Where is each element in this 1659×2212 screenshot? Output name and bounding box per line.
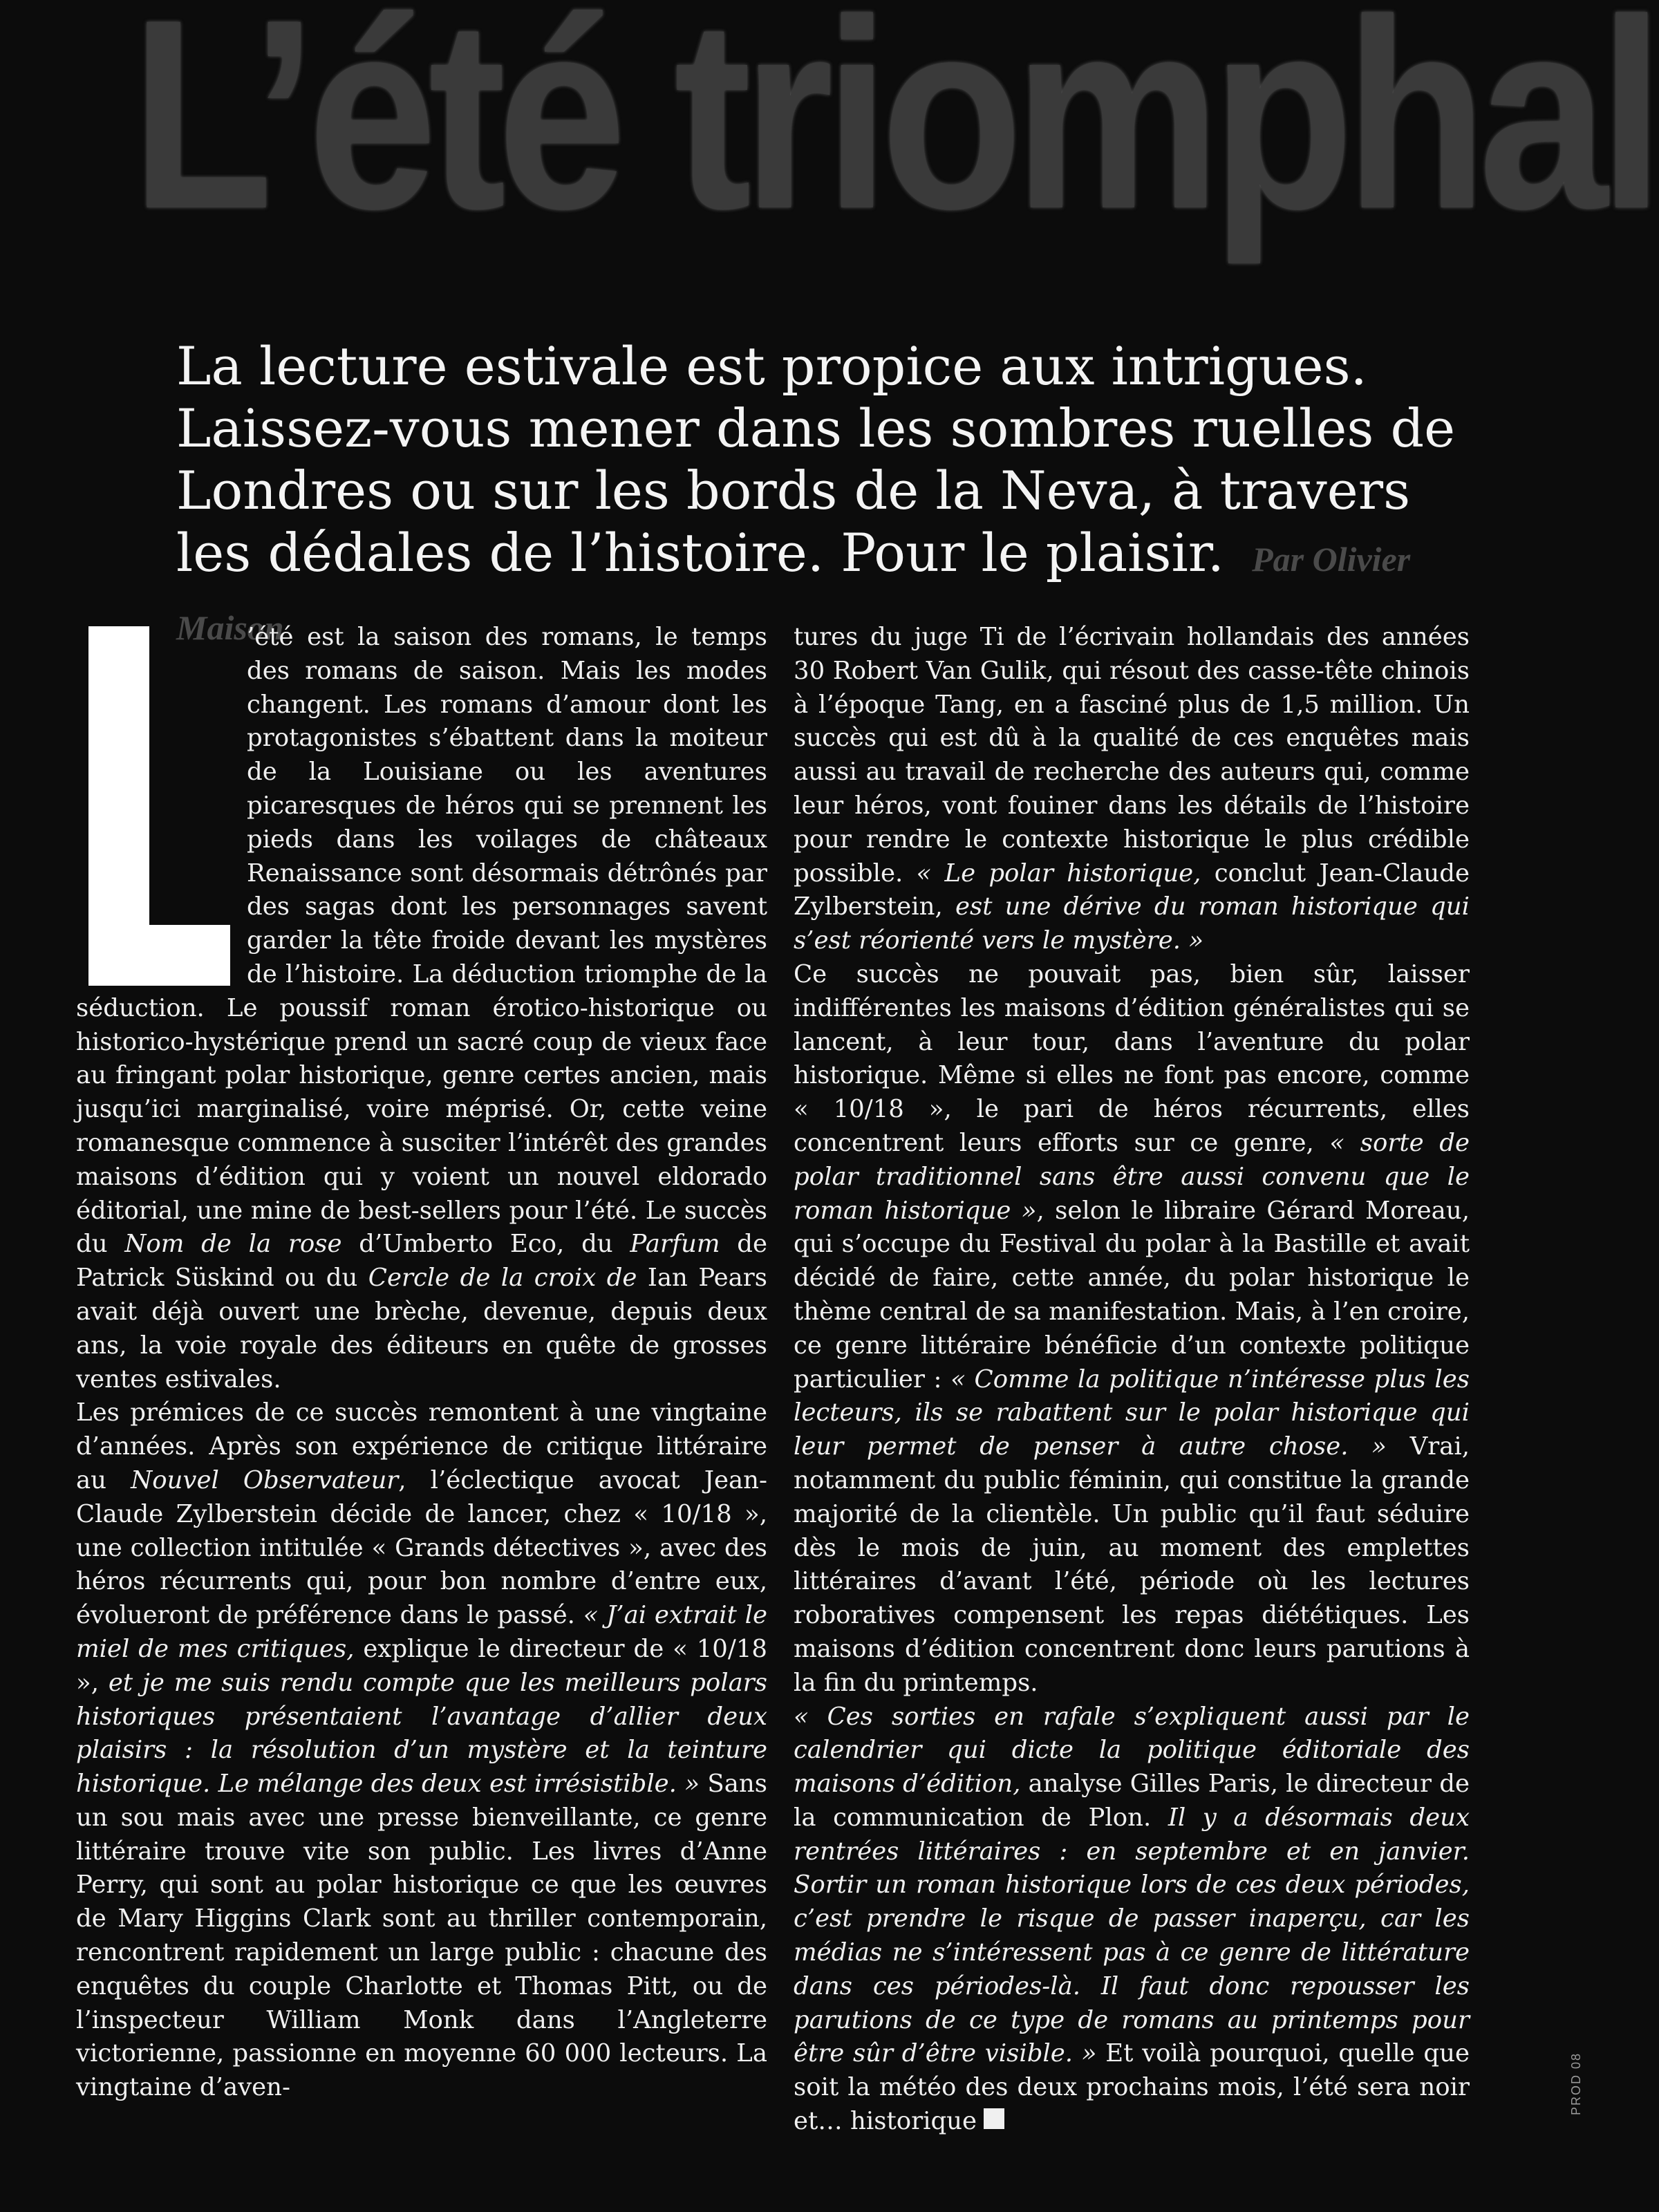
text-run: Ian Pears avait déjà ouvert une brèche, devenue, depuis deux ans, la voie royale des éditeurs en quête de grosses ventes estivales.	[76, 1264, 767, 1394]
standfirst	[176, 335, 1462, 659]
right-column	[794, 621, 1470, 2139]
text-run: conclut Jean-Claude Zylberstein,	[794, 859, 1470, 921]
italic-run: « Comme la politique n’intéresse plus les lecteurs, ils se rabattent sur le polar historique qui leur permet de penser à autre chose. »	[794, 1365, 1470, 1461]
headline: L’été triomphal	[131, 0, 1656, 265]
italic-run: « Le polar historique,	[916, 859, 1201, 888]
drop-cap	[88, 626, 230, 986]
italic-run: Parfum	[630, 1230, 720, 1259]
italic-run: « sorte de polar traditionnel sans être aussi convenu que le roman historique »	[794, 1128, 1470, 1225]
text-run: analyse Gilles Paris, le directeur de la communication de Plon.	[794, 1770, 1470, 1832]
text-run: Les prémices de ce succès remontent à une vingtaine d’années. Après son expérience de critique littéraire au	[76, 1398, 767, 1494]
end-mark-icon	[984, 2108, 1004, 2129]
paragraph	[794, 1700, 1470, 2139]
text-run: de Patrick Süskind ou du	[76, 1230, 767, 1293]
right-column-text	[794, 621, 1470, 2139]
text-run: Vrai, notamment du public féminin, qui constitue la grande majorité de la clientèle. Un public qu’il faut séduire dès le mois de juin, au moment des emplettes littéraires d’avant l’été, période où les lectures roboratives compensent les repas diététiques. Les maisons d’édition concentrent donc leurs parutions à la fin du printemps.	[794, 1432, 1470, 1697]
text-run: ’été est la saison des romans, le temps des romans de saison. Mais les modes changent. Les romans d’amour dont les protagonistes s’ébattent dans la moiteur de la Louisiane ou les aventures picaresques de héros qui se prennent les pieds dans les voilages de châteaux Renaissance sont désormais détrônés par des sagas dont les personnages savent garder la tête froide devant les mystères de l’histoire. La déduction triomphe de la séduction. Le poussif roman érotico-historique ou historico-hystérique prend un sacré coup de vieux face au fringant polar historique, genre certes ancien, mais jusqu’ici marginalisé, voire méprisé. Or, cette veine romanesque commence à susciter l’intérêt des grandes maisons d’édition qui y voient un nouvel eldorado éditorial, une mine de best-sellers pour l’été. Le succès du	[76, 623, 767, 1259]
italic-run: « Ces sorties en rafale s’expliquent aussi par le calendrier qui dicte la politique éditoriale des maisons d’édition,	[794, 1702, 1470, 1799]
text-run: Sans un sou mais avec une presse bienveillante, ce genre littéraire trouve vite son public. Les livres d’Anne Perry, qui sont au polar historique ce que les œuvres de Mary Higgins Clark sont au thriller contemporain, rencontrent rapidement un large public : chacune des enquêtes du couple Charlotte et Thomas Pitt, ou de l’inspecteur William Monk dans l’Angleterre victorienne, passionne en moyenne 60 000 lecteurs. La vingtaine d’aven-	[76, 1770, 767, 2102]
paragraph	[76, 1396, 767, 2105]
text-run: tures du juge Ti de l’écrivain hollandais des années 30 Robert Van Gulik, qui résout des casse-tête chinois à l’époque Tang, en a fasciné plus de 1,5 million. Un succès qui est dû à la qualité de ces enquêtes mais aussi au travail de recherche des auteurs qui, comme leur héros, vont fouiner dans les détails de l’histoire pour rendre le contexte historique le plus crédible possible.	[794, 623, 1470, 888]
italic-run: Il y a désormais deux rentrées littéraires : en septembre et en janvier. Sortir un roman historique lors de ces deux périodes, c’est prendre le risque de passer inaperçu, car les médias ne s’intéressent pas à ce genre de littérature dans ces périodes-là. Il faut donc repousser les parutions de ce type de romans au printemps pour être sûr d’être visible. »	[794, 1803, 1470, 2068]
margin-note: PROD 08	[1569, 2052, 1583, 2115]
byline: Par Olivier Maison	[176, 540, 1411, 647]
paragraph	[794, 621, 1470, 958]
italic-run: « J’ai extrait le miel de mes critiques,	[76, 1601, 767, 1663]
italic-run: Cercle de la croix de	[368, 1264, 637, 1293]
text-run: , l’éclectique avocat Jean-Claude Zylberstein décide de lancer, chez « 10/18 », une collection intitulée « Grands détectives », avec des héros récurrents qui, pour bon nombre d’entre eux, évolueront de préférence dans le passé.	[76, 1465, 767, 1630]
text-run: Ce succès ne pouvait pas, bien sûr, laisser indifférentes les maisons d’édition généralistes qui se lancent, à leur tour, dans l’aventure du polar historique. Même si elles ne font pas encore, comme « 10/18 », le pari de héros récurrents, elles concentrent leurs efforts sur ce genre,	[794, 959, 1470, 1157]
text-run: explique le directeur de « 10/18 »,	[76, 1634, 768, 1697]
left-column	[76, 621, 767, 2105]
italic-run: Nom de la rose	[124, 1230, 342, 1259]
italic-run: Nouvel Observateur	[131, 1465, 399, 1494]
text-run: d’Umberto Eco, du	[341, 1230, 630, 1259]
italic-run: est une dérive du roman historique qui s’est réorienté vers le mystère. »	[794, 892, 1470, 955]
standfirst-text: La lecture estivale est propice aux intrigues. Laissez-vous mener dans les sombres ruelles de Londres ou sur les bords de la Neva, à travers les dédales de l’histoire. Pour le plaisir.	[176, 335, 1456, 583]
italic-run: et je me suis rendu compte que les meilleurs polars historiques présentaient l’avantage d’allier deux plaisirs : la résolution d’un mystère et la teinture historique. Le mélange des deux est irrésistible. »	[76, 1668, 767, 1799]
text-run: Et voilà pourquoi, quelle que soit la météo des deux prochains mois, l’été sera noir et… historique	[794, 2039, 1470, 2136]
paragraph	[794, 958, 1470, 1700]
text-run: , selon le libraire Gérard Moreau, qui s’occupe du Festival du polar à la Bastille et avait décidé de faire, cette année, du polar historique le thème central de sa manifestation. Mais, à l’en croire, ce genre littéraire bénéficie d’un contexte politique particulier :	[794, 1196, 1470, 1394]
